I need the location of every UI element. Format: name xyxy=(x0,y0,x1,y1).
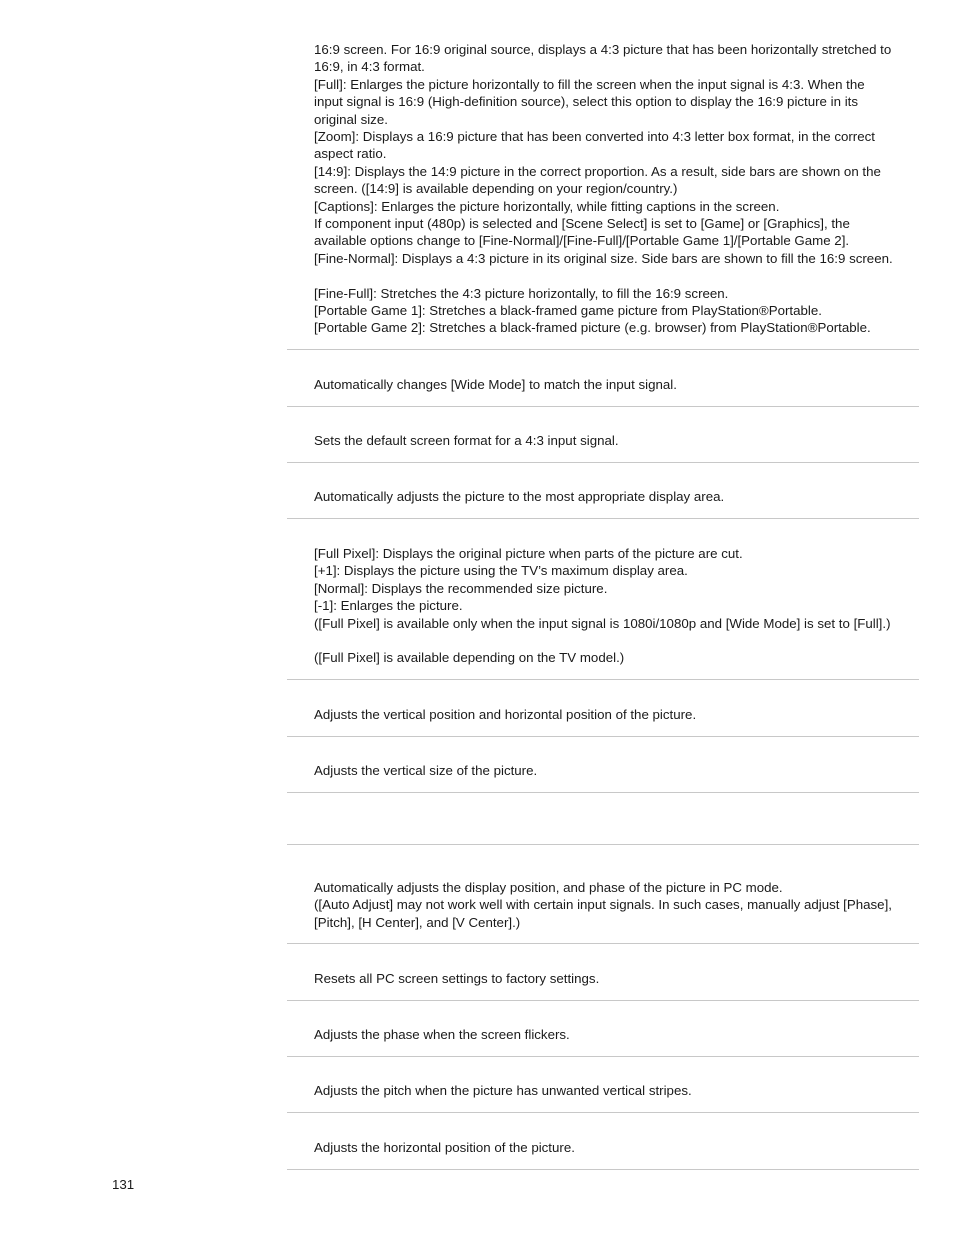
setting-section xyxy=(287,1056,919,1113)
setting-section xyxy=(287,349,919,407)
description-line: Adjusts the horizontal position of the picture. xyxy=(314,1140,575,1155)
setting-description xyxy=(314,879,919,931)
setting-section xyxy=(287,462,919,519)
setting-description xyxy=(314,1139,919,1156)
description-line: 16:9, in 4:3 format. xyxy=(314,59,425,75)
description-line: available options change to [Fine-Normal]/[Fine-Full]/[Portable Game 1]/[Portable Game 2]. xyxy=(314,233,850,249)
setting-description xyxy=(314,970,919,987)
description-line: [+1]: Displays the picture using the TV’s maximum display area. xyxy=(314,563,688,579)
description-line: ([Full Pixel] is available only when the input signal is 1080i/1080p and [Wide Mode] is set to [Full].) xyxy=(314,615,891,631)
description-line: 16:9 screen. For 16:9 original source, displays a 4:3 picture that has been horizontally stretched to xyxy=(314,42,892,57)
description-line: [Pitch], [H Center], and [V Center].) xyxy=(314,914,521,930)
setting-section xyxy=(287,1000,919,1057)
setting-section xyxy=(287,844,919,944)
setting-section xyxy=(287,518,919,680)
description-line: input signal is 16:9 (High-definition source), select this option to display the 16:9 picture in its xyxy=(314,94,858,110)
description-line: Automatically adjusts the display position, and phase of the picture in PC mode. xyxy=(314,880,783,895)
description-line: [14:9]: Displays the 14:9 picture in the correct proportion. As a result, side bars are shown on the xyxy=(314,163,881,179)
description-line: [Captions]: Enlarges the picture horizontally, while fitting captions in the screen. xyxy=(314,198,780,214)
description-line: [Full]: Enlarges the picture horizontally to fill the screen when the input signal is 4:3. When the xyxy=(314,76,865,92)
description-line: Adjusts the phase when the screen flickers. xyxy=(314,1027,570,1042)
description-line: Sets the default screen format for a 4:3 input signal. xyxy=(314,433,619,448)
description-line: original size. xyxy=(314,111,388,127)
setting-section xyxy=(287,0,919,350)
description-line: Adjusts the pitch when the picture has unwanted vertical stripes. xyxy=(314,1083,692,1098)
description-line: Resets all PC screen settings to factory settings. xyxy=(314,971,600,986)
blank-line xyxy=(314,632,919,649)
setting-section xyxy=(287,406,919,463)
description-line: [-1]: Enlarges the picture. xyxy=(314,598,463,614)
description-line: Automatically adjusts the picture to the most appropriate display area. xyxy=(314,489,725,504)
description-line: Automatically changes [Wide Mode] to match the input signal. xyxy=(314,377,677,392)
setting-description xyxy=(314,762,919,779)
description-line: Adjusts the vertical position and horizontal position of the picture. xyxy=(314,707,697,722)
description-line: [Normal]: Displays the recommended size picture. xyxy=(314,580,608,596)
setting-description xyxy=(314,488,919,505)
description-line: screen. ([14:9] is available depending on your region/country.) xyxy=(314,181,678,197)
setting-description xyxy=(314,41,919,337)
description-line: [Fine-Full]: Stretches the 4:3 picture horizontally, to fill the 16:9 screen. xyxy=(314,285,729,301)
setting-section xyxy=(287,736,919,793)
description-line: aspect ratio. xyxy=(314,146,387,162)
setting-section xyxy=(287,1112,919,1170)
description-line: [Zoom]: Displays a 16:9 picture that has been converted into 4:3 letter box format, in the correct xyxy=(314,129,875,145)
description-line: ([Auto Adjust] may not work well with certain input signals. In such cases, manually adjust [Phase], xyxy=(314,897,892,913)
description-line: Adjusts the vertical size of the picture. xyxy=(314,763,538,778)
setting-section xyxy=(287,943,919,1001)
setting-description xyxy=(314,376,919,393)
setting-description xyxy=(314,432,919,449)
description-line: ([Full Pixel] is available depending on the TV model.) xyxy=(314,650,625,666)
description-line: [Full Pixel]: Displays the original picture when parts of the picture are cut. xyxy=(314,546,743,561)
setting-description xyxy=(314,706,919,723)
description-line: [Fine-Normal]: Displays a 4:3 picture in its original size. Side bars are shown to fill the 16:9 screen. xyxy=(314,250,893,266)
description-line: [Portable Game 2]: Stretches a black-framed picture (e.g. browser) from PlayStation®Portable. xyxy=(314,320,871,336)
page-number: 131 xyxy=(112,1177,135,1192)
setting-section xyxy=(287,679,919,737)
description-line: [Portable Game 1]: Stretches a black-framed game picture from PlayStation®Portable. xyxy=(314,303,822,319)
setting-description xyxy=(314,1082,919,1099)
setting-description xyxy=(314,1026,919,1043)
description-line: If component input (480p) is selected and [Scene Select] is set to [Game] or [Graphics], the xyxy=(314,216,850,232)
setting-section xyxy=(287,792,919,845)
setting-description xyxy=(314,545,919,667)
blank-line xyxy=(314,267,919,284)
